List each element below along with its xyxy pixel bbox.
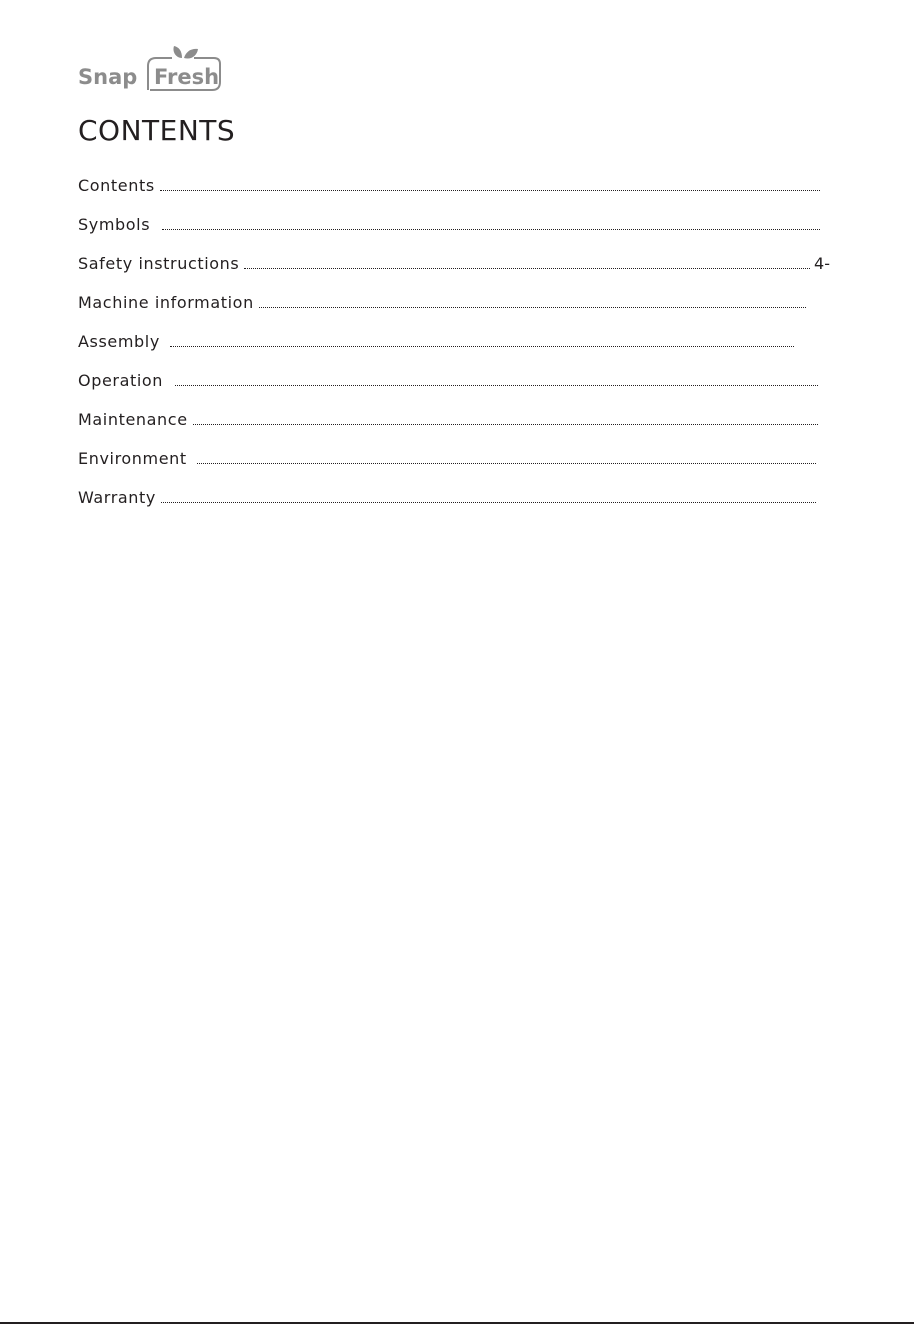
- toc-entry-label: Maintenance: [78, 410, 188, 429]
- toc-entry-label: Assembly: [78, 332, 160, 351]
- toc-entry-machine-information[interactable]: [78, 289, 810, 313]
- toc-entry-symbols[interactable]: [78, 211, 824, 235]
- toc-leader-dots: [175, 385, 818, 386]
- page-title: CONTENTS: [78, 114, 236, 147]
- toc-leader-dots: [244, 268, 810, 269]
- toc-entry-operation[interactable]: [78, 367, 822, 391]
- toc-entry-label: Warranty: [78, 488, 156, 507]
- toc-entry-label: Contents: [78, 176, 155, 195]
- toc-entry-warranty[interactable]: [78, 484, 820, 508]
- toc-entry-label: Safety instructions: [78, 254, 240, 273]
- toc-leader-dots: [160, 190, 820, 191]
- toc-leader-dots: [161, 502, 816, 503]
- toc-entry-assembly[interactable]: [78, 328, 798, 352]
- toc-leader-dots: [170, 346, 794, 347]
- toc-leader-dots: [197, 463, 816, 464]
- toc-entry-label: Operation: [78, 371, 164, 390]
- toc-entry-safety-instructions[interactable]: [78, 250, 830, 274]
- toc-leader-dots: [162, 229, 820, 230]
- brand-word-fresh: Fresh: [154, 65, 220, 89]
- toc-entry-environment[interactable]: [78, 445, 820, 469]
- toc-leader-dots: [193, 424, 818, 425]
- toc-entry-page: 4-: [814, 254, 830, 273]
- toc-entry-maintenance[interactable]: [78, 406, 822, 430]
- leaf-icon: [173, 46, 182, 58]
- snapfresh-logo: [76, 38, 226, 92]
- brand-word-snap: Snap: [78, 65, 138, 89]
- toc-entry-contents[interactable]: [78, 172, 824, 196]
- toc-entry-label: Machine information: [78, 293, 254, 312]
- toc-entry-label: Environment: [78, 449, 187, 468]
- toc-leader-dots: [259, 307, 806, 308]
- toc-entry-label: Symbols: [78, 215, 151, 234]
